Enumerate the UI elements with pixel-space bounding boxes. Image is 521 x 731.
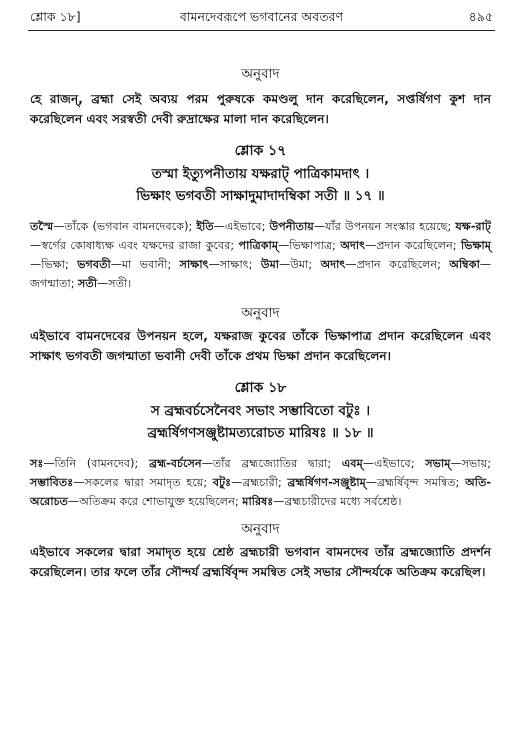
translation-text: হে রাজন্, ব্রহ্মা সেই অব্যয় পরম পুরুষকে কমণ্ডলু দান করেছিলেন, সপ্তর্ষিগণ কুশ দান করেছিলেন এবং সরস্বতী দেবী রুদ্রাক্ষের মালা দান করেছিলেন। (30, 92, 491, 126)
term-meaning: —সভায়; (450, 457, 491, 470)
term-meaning: —তিনি (বামনদেব); (43, 457, 150, 470)
verse-heading: শ্লোক ১৮ (234, 380, 287, 396)
term-meaning: —স্বর্গের কোষাধ্যক্ষ এবং যক্ষদের রাজা কুবের; (30, 239, 239, 252)
sanskrit-term: তস্মৈ (30, 220, 54, 233)
sanskrit-term: সাক্ষাৎ (179, 258, 209, 271)
term-meaning: —তাঁকে (ভগবান বামনদেবকে); (53, 220, 197, 233)
header-verse-ref: শ্লোক ১৮] (30, 9, 81, 24)
term-meaning: —ব্রহ্মর্ষিবৃন্দ সমন্বিত; (365, 476, 466, 489)
verse-line: ভিক্ষাং ভগবতী সাক্ষাদুমাদাদম্বিকা সতী ॥ ১৭ ॥ (136, 188, 385, 204)
term-meaning: —ব্রহ্মচারী; (231, 476, 288, 489)
translation-text: এইভাবে বামনদেবের উপনয়ন হলে, যক্ষরাজ কুবের তাঁকে ভিক্ষাপাত্র প্রদান করেছিলেন এবং সাক্ষাৎ ভগবতী জগন্মাতা ভবানী দেবী তাঁকে প্রথম ভিক্ষা প্রদান করেছিলেন। (30, 329, 491, 363)
word-meanings (30, 454, 491, 511)
term-meaning: —এইভাবে; (213, 220, 270, 233)
term-meaning: —সকলের দ্বারা সমাদৃত হয়ে; (73, 476, 213, 489)
term-meaning: —সাক্ষাৎ; (208, 258, 261, 271)
term-meaning: —মা ভবানী; (110, 258, 180, 271)
term-meaning: —অতিক্রম করে শোভাযুক্ত হয়েছিলেন; (68, 495, 243, 508)
sanskrit-term: সম্ভাবিতঃ (30, 476, 74, 489)
sanskrit-term: অতি-অরোচত (30, 476, 491, 508)
sanskrit-term: অদাৎ (340, 239, 366, 252)
sanskrit-term: ভগবতী (77, 258, 111, 271)
sanskrit-term: যক্ষ-রাট্ (455, 220, 491, 233)
page-header (30, 6, 493, 28)
verse-line: তস্মা ইত্যুপনীতায় যক্ষরাট্ পাত্রিকামদাৎ । (151, 166, 370, 182)
translation-heading: অনুবাদ (241, 305, 280, 321)
sanskrit-term: সতী (78, 277, 98, 290)
translation-heading: অনুবাদ (241, 521, 280, 537)
sanskrit-term: ব্রহ্ম-বর্চসেন (149, 457, 202, 470)
term-meaning: —এইভাবে; (362, 457, 426, 470)
term-meaning: —ব্রহ্মচারীদের মধ্যে সর্বশ্রেষ্ঠ। (273, 495, 402, 508)
sanskrit-term: ভিক্ষাম্ (460, 239, 491, 252)
verse-heading: শ্লোক ১৭ (234, 143, 287, 159)
term-meaning: —প্রদান করেছিলেন; (365, 239, 461, 252)
sanskrit-term: পাত্রিকাম্ (238, 239, 279, 252)
sanskrit-term: উপনীতায় (269, 220, 314, 233)
translation-text: এইভাবে সকলের দ্বারা সমাদৃত হয়ে শ্রেষ্ঠ ব্রহ্মচারী ভগবান বামনদেব তাঁর ব্রহ্মজ্যোতি প্রদর্শন করেছিলেন। তার ফলে তাঁর সৌন্দর্য ব্রহ্মর্ষিবৃন্দ সমন্বিত সেই সভার সৌন্দর্যকে অতিক্রম করেছিল। (30, 545, 491, 579)
term-meaning: —যাঁর উপনয়ন সংস্কার হয়েছে; (313, 220, 456, 233)
sanskrit-term: সঃ (30, 457, 44, 470)
page-body (30, 64, 491, 582)
verse-line: ব্রহ্মর্ষিগণসঞ্জুষ্টামত্যরোচত মারিষঃ ॥ ১৮ ॥ (147, 425, 374, 441)
sanskrit-term: সভাম্ (425, 457, 451, 470)
sanskrit-term: ইতি (196, 220, 214, 233)
term-meaning: —উমা; (279, 258, 321, 271)
term-meaning: —ভিক্ষাপাত্র; (278, 239, 341, 252)
sanskrit-term: অম্বিকা (449, 258, 480, 271)
term-meaning: —ভিক্ষা; (30, 258, 78, 271)
sanskrit-term: অদাৎ (320, 258, 346, 271)
verse-line: স ব্রহ্মবর্চসেনৈবং সভাং সম্ভাবিতো বটুঃ । (150, 403, 371, 419)
translation-heading: অনুবাদ (241, 66, 280, 82)
sanskrit-term: বটুঃ (212, 476, 232, 489)
sanskrit-term: মারিষঃ (242, 495, 274, 508)
term-meaning: —জগন্মাতা; (30, 258, 492, 290)
word-meanings (30, 217, 491, 293)
sanskrit-term: উমা (260, 258, 280, 271)
header-chapter-title: বামনদেবরূপে ভগবানের অবতরণ (179, 9, 344, 24)
header-page-number: ৪৯৫ (468, 9, 493, 24)
term-meaning: —সতী। (97, 277, 132, 290)
header-divider (28, 30, 495, 31)
term-meaning: —তাঁর ব্রহ্মজ্যোতির দ্বারা; (201, 457, 342, 470)
term-meaning: —প্রদান করেছিলেন; (345, 258, 450, 271)
sanskrit-term: ব্রহ্মর্ষিগণ-সঞ্জুষ্টাম্ (287, 476, 366, 489)
sanskrit-term: এবম্ (341, 457, 363, 470)
